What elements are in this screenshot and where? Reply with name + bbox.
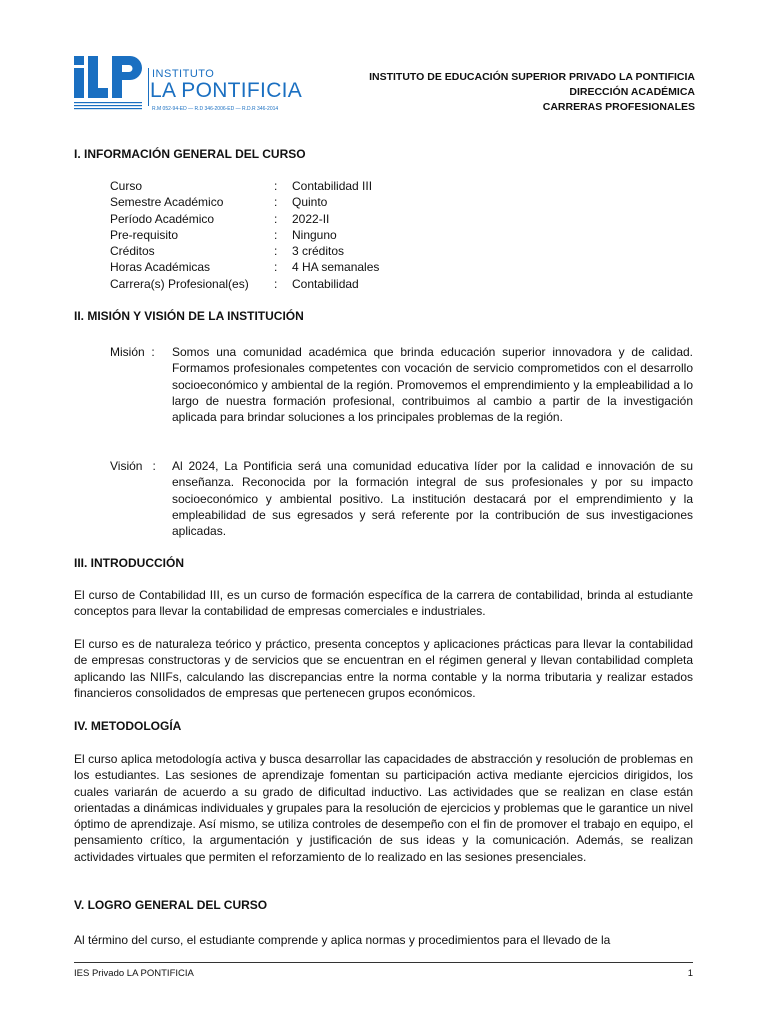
header-line-1: INSTITUTO DE EDUCACIÓN SUPERIOR PRIVADO LA PONTIFICIA xyxy=(369,71,695,83)
header-line-2: DIRECCIÓN ACADÉMICA xyxy=(569,86,695,98)
intro-paragraph-1: El curso de Contabilidad III, es un curso de formación específica de la carrera de contabilidad, brinda al estudiante conceptos para llevar la contabilidad de empresas comerciales e industriales. xyxy=(74,588,693,619)
ilp-logo-icon xyxy=(72,54,144,114)
info-colon: : xyxy=(274,276,278,291)
info-value: Contabilidad III xyxy=(292,179,373,193)
section-1-title: I. INFORMACIÓN GENERAL DEL CURSO xyxy=(74,147,306,161)
vision-label: Visión : xyxy=(110,459,156,473)
info-label: Curso xyxy=(110,179,143,193)
info-label: Horas Académicas xyxy=(110,260,211,275)
info-colon: : xyxy=(274,195,278,210)
info-value: 2022-II xyxy=(292,211,330,226)
info-row xyxy=(110,227,379,243)
info-row xyxy=(110,243,379,259)
info-colon: : xyxy=(274,179,278,193)
achievement-paragraph: Al término del curso, el estudiante comprende y aplica normas y procedimientos para el llevado de la xyxy=(74,933,611,947)
info-label: Créditos xyxy=(110,244,155,259)
institution-logo xyxy=(72,54,312,120)
logo-resolutions-text: R.M 052-94-ED — R.D 346-2006-ED — R.D.R 346-2014 xyxy=(152,106,279,112)
info-value: 4 HA semanales xyxy=(292,260,380,275)
info-value: 3 créditos xyxy=(292,244,345,259)
info-value: Quinto xyxy=(292,195,328,210)
page-number: 1 xyxy=(687,968,693,979)
header-line-3: CARRERAS PROFESIONALES xyxy=(542,101,695,113)
section-5-title: V. LOGRO GENERAL DEL CURSO xyxy=(74,898,268,912)
course-info-table xyxy=(110,178,379,292)
vision-block xyxy=(110,458,693,539)
logo-name-text: LA PONTIFICIA xyxy=(150,79,303,102)
logo-separator xyxy=(148,68,149,106)
info-value: Contabilidad xyxy=(292,276,359,291)
section-2-title: II. MISIÓN Y VISIÓN DE LA INSTITUCIÓN xyxy=(74,309,304,323)
vision-text: Al 2024, La Pontificia será una comunidad educativa líder por la calidad e innovación de su enseñanza. Reconocida por la formación integral de sus profesionales y por su impacto socioeconómico y ambiental positivo. La institución destacará por el emprendimiento y la empleabilidad de sus egresados y será referente por la contribución de sus investigaciones aplicadas. xyxy=(172,459,693,539)
info-row xyxy=(110,259,379,275)
document-header xyxy=(369,70,695,115)
info-label: Semestre Académico xyxy=(110,195,224,210)
info-colon: : xyxy=(274,211,278,226)
mision-text: Somos una comunidad académica que brinda educación superior innovadora y de calidad. Formamos profesionales competentes con vocación de servicio comprometidos con el desarrollo socioeconómico y ambiental de la región. Promovemos el emprendimiento y la empleabilidad a lo largo de nuestra formación profesional, contribuimos al cambio a partir de la investigación aplicada para brindar soluciones a los principales problemas de la región. xyxy=(172,345,693,425)
info-row xyxy=(110,194,379,210)
info-colon: : xyxy=(274,227,278,242)
intro-paragraph-2: El curso es de naturaleza teórico y práctico, presenta conceptos y aplicaciones prácticas para llevar la contabilidad de empresas constructoras y de servicios que se encuentran en el régimen general y llevan contabilidad completa aplicando las NIIFs, calculando las discrepancias entre la norma contable y la norma tributaria y realizar estados financieros consolidados de empresas que pertenecen grupos económicos. xyxy=(74,637,693,700)
info-row xyxy=(110,276,379,292)
mision-block xyxy=(110,344,693,425)
info-colon: : xyxy=(274,260,278,275)
info-label: Carrera(s) Profesional(es) xyxy=(110,276,249,291)
mision-label: Misión : xyxy=(110,345,155,359)
footer-divider xyxy=(74,962,693,963)
footer-institution: IES Privado LA PONTIFICIA xyxy=(74,968,194,979)
logo-institute-text: INSTITUTO xyxy=(152,68,215,80)
methodology-paragraph: El curso aplica metodología activa y busca desarrollar las capacidades de abstracción y resolución de problemas en los estudiantes. Las sesiones de aprendizaje fomentan su participación activa mediante ejercicios dirigidos, los cuales variarán de acuerdo a su grado de dificultad inductivo. Las actividades que se realizan en clase están orientadas a dinámicas individuales y grupales para la resolución de ejercicios y problemas que le garantice un nivel óptimo de aprendizaje. Así mismo, se utiliza controles de desempeño con el fin de promover el trabajo en equipo, el pensamiento crítico, la argumentación y justificación de sus ideas y la comunicación. Además, se realizan actividades virtuales que permiten el reforzamiento de lo realizado en las sesiones presenciales. xyxy=(74,752,693,864)
info-row xyxy=(110,211,379,227)
section-4-title: IV. METODOLOGÍA xyxy=(74,719,182,733)
info-label: Período Académico xyxy=(110,211,215,226)
section-3-title: III. INTRODUCCIÓN xyxy=(74,556,184,570)
info-colon: : xyxy=(274,244,278,259)
info-label: Pre-requisito xyxy=(110,227,179,242)
info-value: Ninguno xyxy=(292,227,337,242)
info-row xyxy=(110,178,379,194)
